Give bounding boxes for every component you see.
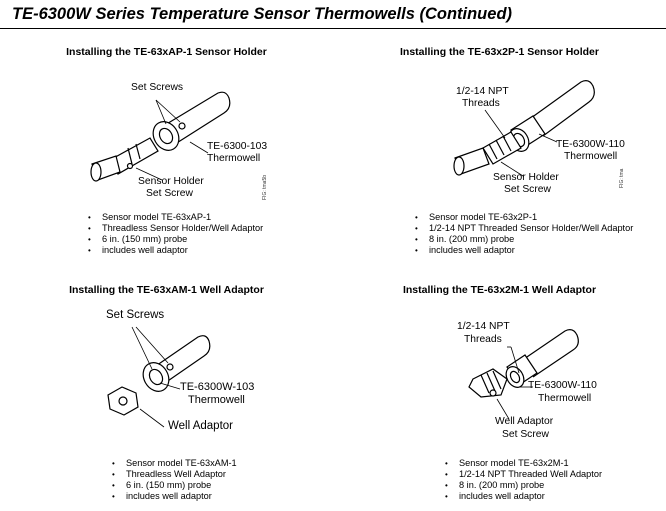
label-set-screws: Set Screws [106,309,165,321]
spec-item: • includes well adaptor [88,245,263,256]
spec-list [112,458,237,502]
panel-te-63xam-1 [0,275,333,511]
spec-item: • Sensor model TE-63x2P-1 [415,212,633,223]
panel-te-63x2p-1 [333,38,666,274]
label-sensor-holder: Sensor Holder [138,176,204,187]
label-set-screw: Set Screw [502,429,549,440]
label-npt: 1/2-14 NPT [457,321,510,332]
label-model: TE-6300W-110 [528,380,597,391]
label-well-adaptor: Well Adaptor [495,416,554,427]
spec-item: • includes well adaptor [445,491,602,502]
spec-item: • Threadless Well Adaptor [112,469,237,480]
spec-item: • Sensor model TE-63x2M-1 [445,458,602,469]
spec-item: • includes well adaptor [415,245,633,256]
label-thermowell: Thermowell [564,151,618,162]
panel-te-63x2m-1 [333,275,666,511]
label-thermowell: Thermowell [207,153,261,164]
panel-heading: Installing the TE-63xAP-1 Sensor Holder [66,46,267,58]
label-well-adaptor: Well Adaptor [168,420,233,432]
spec-item: • 1/2-14 NPT Threaded Sensor Holder/Well Adaptor [415,223,633,234]
well-adaptor-illustration [0,275,333,445]
label-set-screw: Set Screw [504,184,551,195]
panel-te-63xap-1 [0,38,333,274]
label-threads: Threads [464,334,502,345]
label-model: TE-6300W-103 [180,381,255,393]
spec-item: • 8 in. (200 mm) probe [445,480,602,491]
title-rule [0,28,666,29]
figure-id: FIG: tma5b [262,174,268,200]
spec-list [445,458,602,502]
label-thermowell: Thermowell [538,393,592,404]
spec-list [88,212,263,256]
panel-heading: Installing the TE-63x2P-1 Sensor Holder [400,46,599,58]
label-model: TE-6300W-110 [556,139,625,150]
page-title: TE-6300W Series Temperature Sensor Thermowells (Continued) [12,5,513,23]
figure-id: FIG: tma [619,168,625,188]
spec-item: • Sensor model TE-63xAM-1 [112,458,237,469]
label-set-screw: Set Screw [146,188,193,199]
label-thermowell: Thermowell [188,394,245,406]
panel-heading: Installing the TE-63x2M-1 Well Adaptor [402,284,597,296]
spec-item: • Sensor model TE-63xAP-1 [88,212,263,223]
spec-item: • 6 in. (150 mm) probe [112,480,237,491]
label-sensor-holder: Sensor Holder [493,172,559,183]
spec-item: • includes well adaptor [112,491,237,502]
label-npt: 1/2-14 NPT [456,86,509,97]
label-model: TE-6300-103 [207,141,268,152]
spec-item: • Threadless Sensor Holder/Well Adaptor [88,223,263,234]
panel-heading: Installing the TE-63xAM-1 Well Adaptor [69,284,264,296]
spec-item: • 8 in. (200 mm) probe [415,234,633,245]
label-set-screws: Set Screws [131,82,184,93]
spec-item: • 6 in. (150 mm) probe [88,234,263,245]
spec-item: • 1/2-14 NPT Threaded Well Adaptor [445,469,602,480]
spec-list [415,212,633,256]
label-threads: Threads [462,98,500,109]
